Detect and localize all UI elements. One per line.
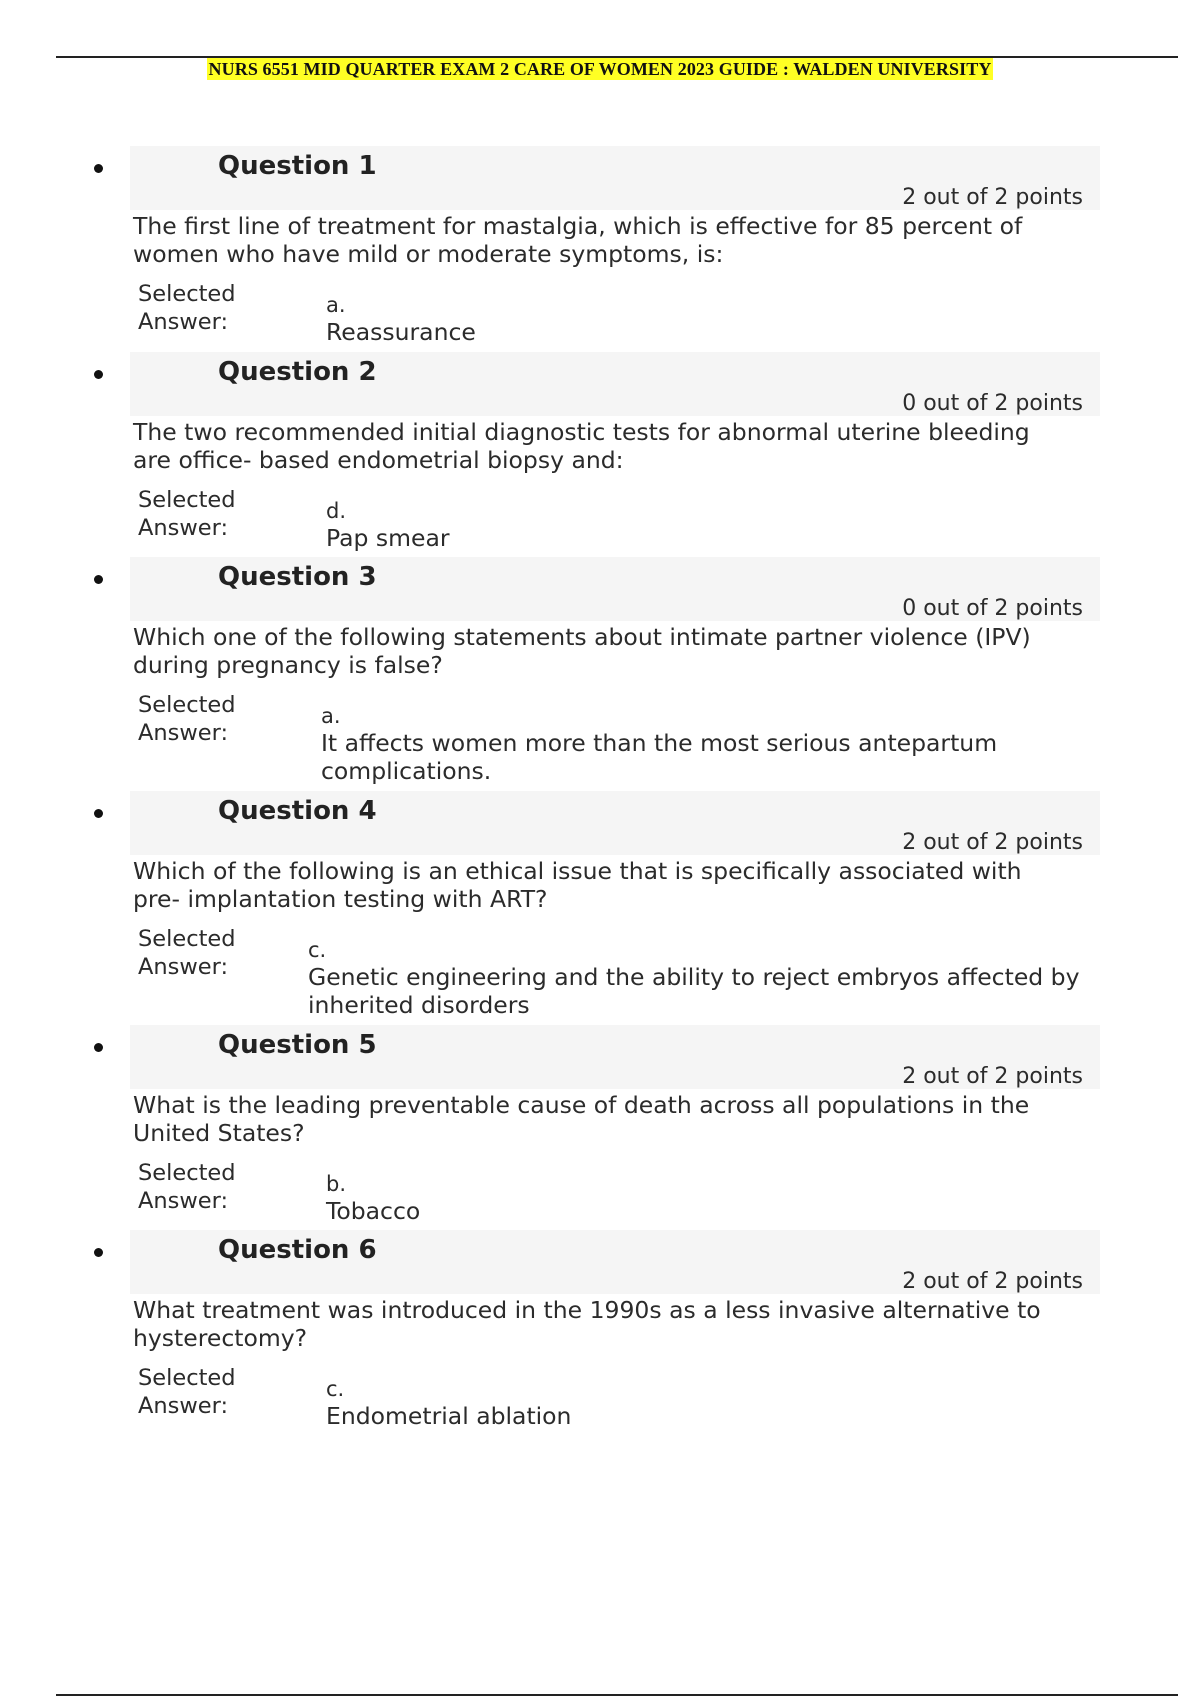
answer-text: Genetic engineering and the ability to reject embryos affected by inherited disorders [308,963,1080,1019]
selected-answer-label [138,925,278,981]
document-header [0,58,1200,80]
question-title: Question 1 [218,151,377,181]
bullet-icon [94,1248,103,1257]
bullet-icon [94,809,103,818]
bullet-icon [94,370,103,379]
selected-label-line2: Answer: [138,1188,229,1214]
question-title: Question 5 [218,1030,377,1060]
selected-label-line1: Selected [138,692,236,718]
footer-rule [56,1694,1178,1696]
answer-letter: c. [308,938,327,962]
bullet-icon [94,1043,103,1052]
selected-label-line2: Answer: [138,309,229,335]
selected-answer-label [138,1364,278,1420]
selected-label-line1: Selected [138,487,236,513]
selected-label-line1: Selected [138,926,236,952]
selected-answer-label [138,280,278,336]
question-title: Question 2 [218,357,377,387]
answer-letter: d. [326,499,347,523]
question-score: 2 out of 2 points [902,185,1083,210]
selected-label-line1: Selected [138,1365,236,1391]
selected-label-line2: Answer: [138,515,229,541]
question-score: 2 out of 2 points [902,830,1083,855]
answer-text: Endometrial ablation [326,1402,572,1430]
answer-letter: a. [326,293,346,317]
answer-text: Pap smear [326,524,450,552]
selected-answer-label [138,486,278,542]
selected-label-line1: Selected [138,281,236,307]
question-text: What treatment was introduced in the 1990s as a less invasive alternative to hysterectomy? [133,1296,1041,1352]
bullet-icon [94,164,103,173]
selected-answer-label [138,1159,278,1215]
selected-label-line2: Answer: [138,954,229,980]
answer-letter: a. [321,704,341,728]
question-score: 0 out of 2 points [902,596,1083,621]
selected-label-line2: Answer: [138,1393,229,1419]
question-text: The first line of treatment for mastalgia, which is effective for 85 percent of women who have mild or moderate symptoms, is: [133,212,1023,268]
answer-text: Tobacco [326,1197,421,1225]
selected-answer-label [138,691,278,747]
selected-label-line1: Selected [138,1160,236,1186]
document-title: NURS 6551 MID QUARTER EXAM 2 CARE OF WOMEN 2023 GUIDE : WALDEN UNIVERSITY [208,59,992,79]
bullet-icon [94,575,103,584]
question-text: Which of the following is an ethical issue that is specifically associated with pre- implantation testing with ART? [133,857,1022,913]
answer-text: It affects women more than the most serious antepartum complications. [321,729,998,785]
question-text: The two recommended initial diagnostic tests for abnormal uterine bleeding are office- based endometrial biopsy and: [133,418,1030,474]
answer-letter: c. [326,1377,345,1401]
question-score: 2 out of 2 points [902,1269,1083,1294]
question-text: What is the leading preventable cause of death across all populations in the United States? [133,1091,1030,1147]
answer-text: Reassurance [326,318,476,346]
question-score: 2 out of 2 points [902,1064,1083,1089]
question-title: Question 4 [218,796,377,826]
question-title: Question 3 [218,562,377,592]
selected-label-line2: Answer: [138,720,229,746]
question-title: Question 6 [218,1235,377,1265]
answer-letter: b. [326,1172,347,1196]
question-text: Which one of the following statements about intimate partner violence (IPV) during pregnancy is false? [133,623,1031,679]
question-score: 0 out of 2 points [902,391,1083,416]
